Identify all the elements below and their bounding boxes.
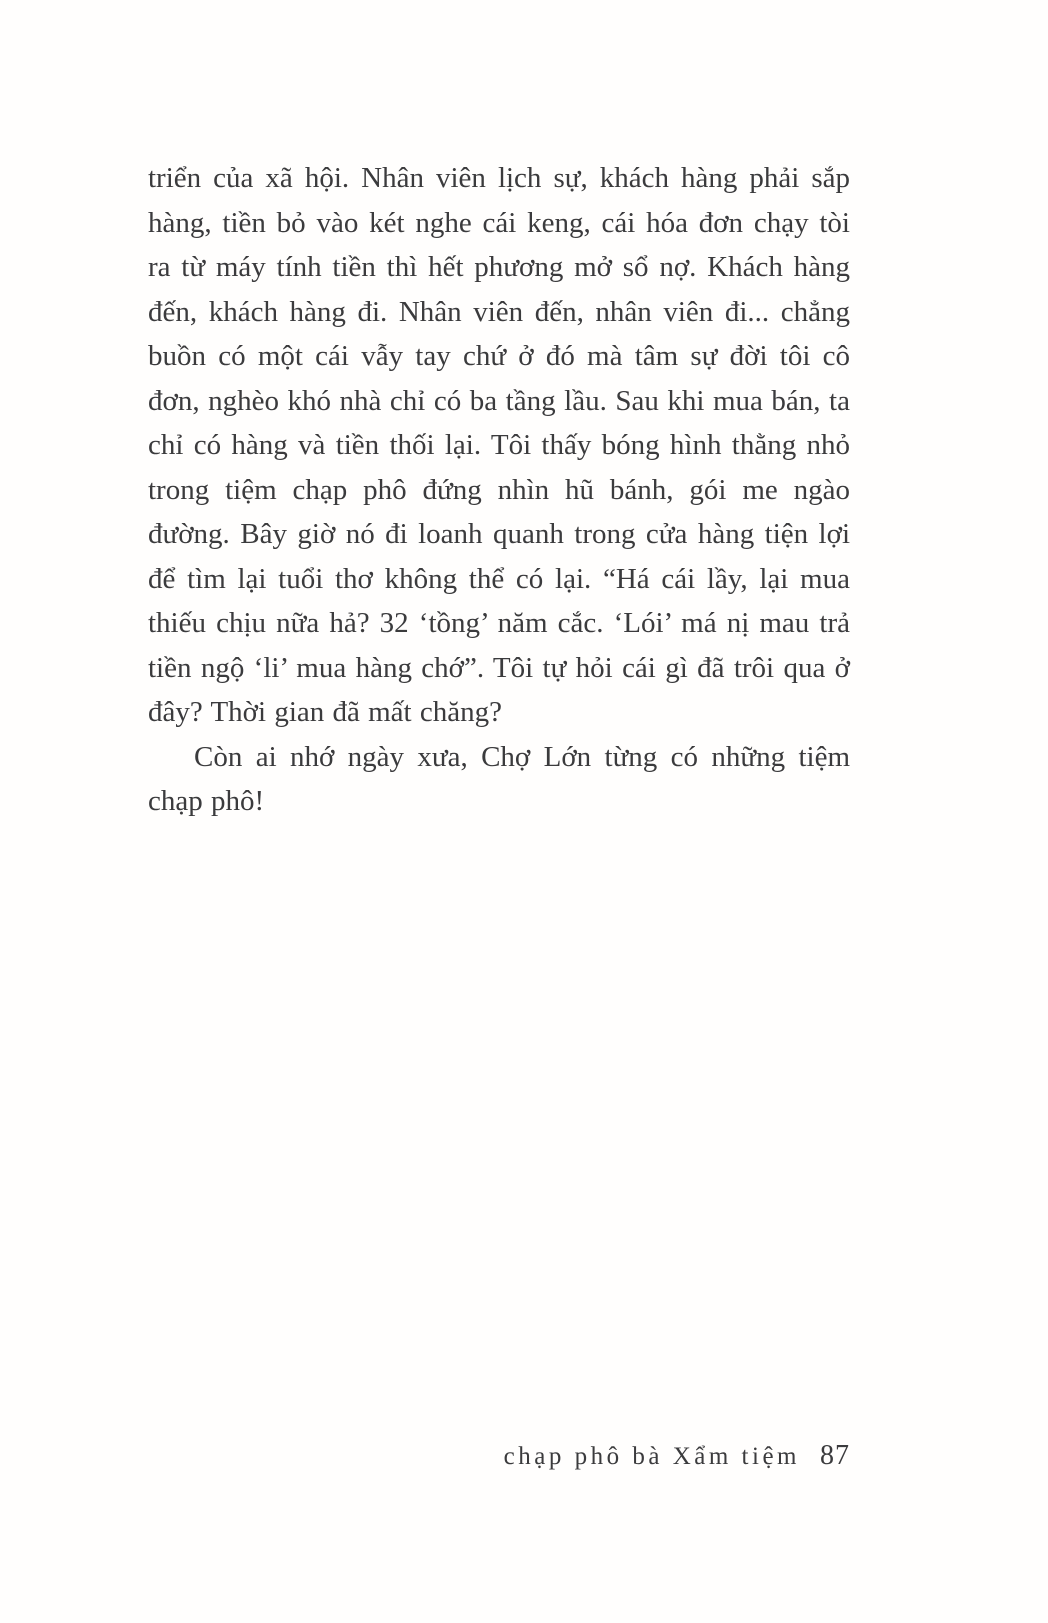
- paragraph-closing: Còn ai nhớ ngày xưa, Chợ Lớn từng có những tiệm chạp phô!: [148, 740, 850, 817]
- body-text-block: [148, 156, 850, 824]
- paragraph-continuation: triển của xã hội. Nhân viên lịch sự, khách hàng phải sắp hàng, tiền bỏ vào két nghe cái keng, cái hóa đơn chạy tòi ra từ máy tính tiền thì hết phương mở sổ nợ. Khách hàng đến, khách hàng đi. Nhân viên đến, nhân viên đi... chẳng buồn có một cái vẫy tay chứ ở đó mà tâm sự đời tôi cô đơn, nghèo khó nhà chỉ có ba tầng lầu. Sau khi mua bán, ta chỉ có hàng và tiền thối lại. Tôi thấy bóng hình thằng nhỏ trong tiệm chạp phô đứng nhìn hũ bánh, gói me ngào đường. Bây giờ nó đi loanh quanh trong cửa hàng tiện lợi để tìm lại tuổi thơ không thể có lại. “Há cái lầy, lại mua thiếu chịu nữa hả? 32 ‘tồng’ năm cắc. ‘Lói’ má nị mau trả tiền ngộ ‘li’ mua hàng chớ”. Tôi tự hỏi cái gì đã trôi qua ở đây? Thời gian đã mất chăng?: [148, 162, 850, 728]
- page-footer: [148, 1440, 850, 1472]
- page-number: 87: [820, 1440, 850, 1471]
- running-title: chạp phô bà Xẩm tiệm: [503, 1443, 800, 1470]
